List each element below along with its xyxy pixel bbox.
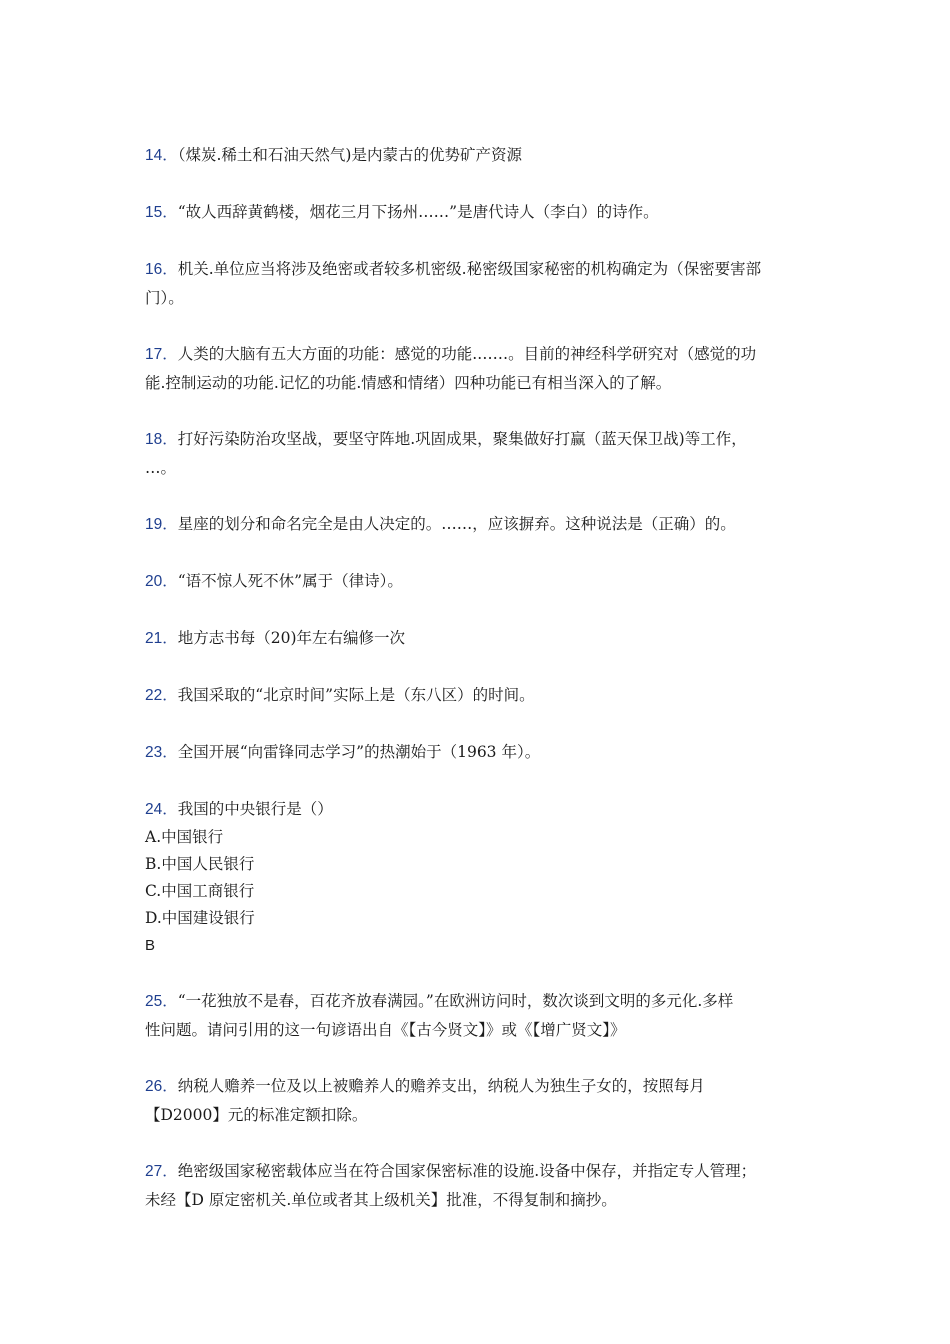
question-text: 我国采取的“北京时间”实际上是（东八区）的时间。 <box>177 686 535 704</box>
document-page <box>145 141 807 1242</box>
question-text-continued: 【D2000】元的标准定额扣除。 <box>145 1106 368 1124</box>
question-24 <box>145 795 807 959</box>
question-19 <box>145 510 807 539</box>
question-number: 23． <box>145 744 178 761</box>
question-text: “语不惊人死不休”属于（律诗）。 <box>177 572 403 590</box>
question-number: 21． <box>145 630 178 647</box>
question-number: 16． <box>145 261 178 278</box>
question-number: 25． <box>145 993 178 1010</box>
question-text: 纳税人赡养一位及以上被赡养人的赡养支出，纳税人为独生子女的，按照每月 <box>177 1077 705 1095</box>
question-text: （煤炭.稀土和石油天然气)是内蒙古的优势矿产资源 <box>177 146 522 164</box>
question-text: “一花独放不是春，百花齐放春满园。”在欧洲访问时，数次谈到文明的多元化.多样 <box>177 992 734 1010</box>
question-15 <box>145 198 807 227</box>
question-number: 26． <box>145 1078 178 1095</box>
question-21 <box>145 624 807 653</box>
question-text: 星座的划分和命名完全是由人决定的。……，应该摒弃。这种说法是（正确）的。 <box>177 515 736 533</box>
question-text: “故人西辞黄鹤楼，烟花三月下扬州……”是唐代诗人（李白）的诗作。 <box>177 203 659 221</box>
question-text-continued: 未经【D 原定密机关.单位或者其上级机关】批准，不得复制和摘抄。 <box>145 1191 617 1209</box>
question-text: 地方志书每（20)年左右编修一次 <box>177 629 406 647</box>
question-18 <box>145 425 807 482</box>
question-number: 17． <box>145 346 178 363</box>
answer-text: B <box>145 937 156 954</box>
question-number: 27． <box>145 1163 178 1180</box>
question-text: 绝密级国家秘密载体应当在符合国家保密标准的设施.设备中保存，并指定专人管理； <box>177 1162 757 1180</box>
question-text: 机关.单位应当将涉及绝密或者较多机密级.秘密级国家秘密的机构确定为（保密要害部 <box>177 260 762 278</box>
question-number: 20． <box>145 573 178 590</box>
option-c: C.中国工商银行 <box>145 882 255 900</box>
question-text: 我国的中央银行是（） <box>177 800 333 818</box>
question-number: 19． <box>145 516 178 533</box>
question-text-continued: 能.控制运动的功能.记忆的功能.情感和情绪）四种功能已有相当深入的了解。 <box>145 374 672 392</box>
question-20 <box>145 567 807 596</box>
question-23 <box>145 738 807 767</box>
question-number: 22． <box>145 687 178 704</box>
option-d: D.中国建设银行 <box>145 909 255 927</box>
question-text-continued: 门）。 <box>145 289 184 307</box>
option-b: B.中国人民银行 <box>145 855 255 873</box>
question-number: 18． <box>145 431 178 448</box>
question-text-continued: 性问题。请问引用的这一句谚语出自《【古今贤文】》或《【增广贤文】》 <box>145 1021 626 1039</box>
question-22 <box>145 681 807 710</box>
question-26 <box>145 1072 807 1129</box>
option-a: A.中国银行 <box>145 828 224 846</box>
question-text-continued: …。 <box>145 459 177 477</box>
question-text: 全国开展“向雷锋同志学习”的热潮始于（1963 年）。 <box>177 743 541 761</box>
question-number: 24． <box>145 801 178 818</box>
question-17 <box>145 340 807 397</box>
question-27 <box>145 1157 807 1214</box>
question-14 <box>145 141 807 170</box>
question-16 <box>145 255 807 312</box>
question-text: 人类的大脑有五大方面的功能：感觉的功能.……。目前的神经科学研究对（感觉的功 <box>177 345 757 363</box>
question-number: 14． <box>145 147 178 164</box>
question-text: 打好污染防治攻坚战，要坚守阵地.巩固成果，聚集做好打赢（蓝天保卫战)等工作， <box>177 430 747 448</box>
question-25 <box>145 987 807 1044</box>
question-number: 15． <box>145 204 178 221</box>
